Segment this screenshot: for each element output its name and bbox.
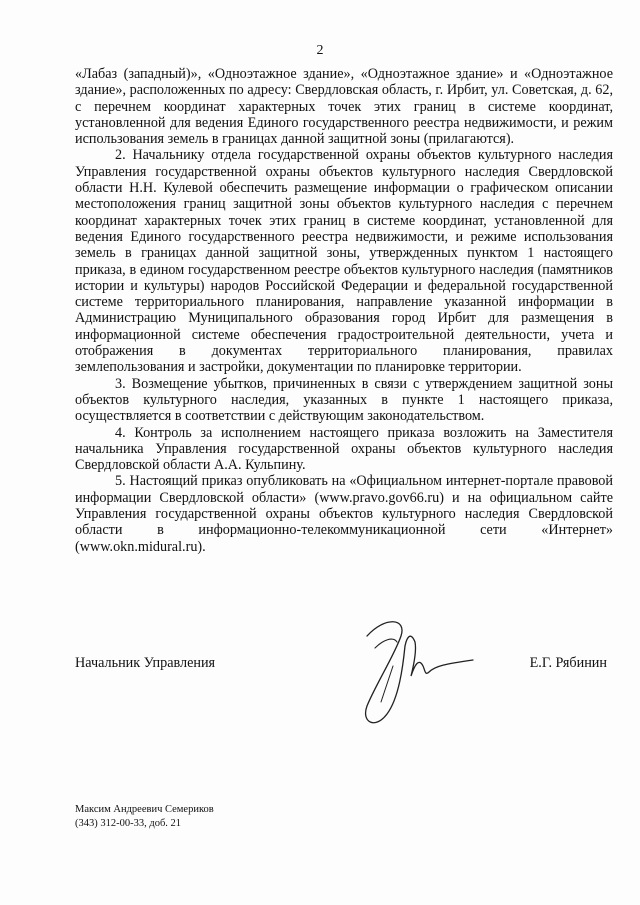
- page-number: 2: [316, 43, 324, 58]
- handwritten-signature: [345, 606, 485, 736]
- signatory-position: Начальник Управления: [75, 655, 216, 671]
- paragraph-5: 5. Настоящий приказ опубликовать на «Официальном интернет-портале правовой информации Свердловской области» (www.pravo.gov66.ru) и на официальном сайте Управления государственной охраны объектов культурного наследия Свердловской области в информационно-телекоммуникационной сети «Интернет» (www.okn.midural.ru).: [75, 473, 613, 555]
- signatory-name: Е.Г. Рябинин: [529, 655, 607, 671]
- executor-block: [75, 803, 214, 831]
- paragraph-3: 3. Возмещение убытков, причиненных в связи с утверждением защитной зоны объектов культурного наследия, указанных в пункте 1 настоящего приказа, осуществляется в соответствии с действующим законодательством.: [75, 375, 613, 425]
- paragraph-2: 2. Начальнику отдела государственной охраны объектов культурного наследия Управления государственной охраны объектов культурного наследия Свердловской области Н.Н. Кулевой обеспечить размещение информации о графическом описании местоположения границ защитной зоны объектов культурного наследия с перечнем координат характерных точек этих границ в системе координат, установленной для ведения Единого государственного реестра недвижимости, и режиме использования земель в границах данной защитной зоны, утвержденных пунктом 1 настоящего приказа, в едином государственном реестре объектов культурного наследия (памятников истории и культуры) народов Российской Федерации и федеральной государственной системе территориального планирования, направление указанной информации в Администрацию Муниципального образования город Ирбит для размещения в информационной системе обеспечения градостроительной деятельности, учета и отображения в документах территориального планирования, правилах землепользования и застройки, документации по планировке территории.: [75, 147, 613, 376]
- executor-phone: (343) 312-00-33, доб. 21: [75, 818, 182, 829]
- document-body: [75, 66, 613, 555]
- paragraph-1-continuation: «Лабаз (западный)», «Одноэтажное здание», «Одноэтажное здание» и «Одноэтажное здание», расположенных по адресу: Свердловская область, г. Ирбит, ул. Советская, д. 62, с перечнем координат характерных точек этих границ в системе координат, установленной для ведения Единого государственного реестра недвижимости, и режим использования земель в границах данной защитной зоны (прилагаются).: [75, 66, 613, 148]
- paragraph-4: 4. Контроль за исполнением настоящего приказа возложить на Заместителя начальника Управления государственной охраны объектов культурного наследия Свердловской области А.А. Кульпину.: [75, 424, 613, 474]
- executor-name: Максим Андреевич Семериков: [75, 804, 214, 815]
